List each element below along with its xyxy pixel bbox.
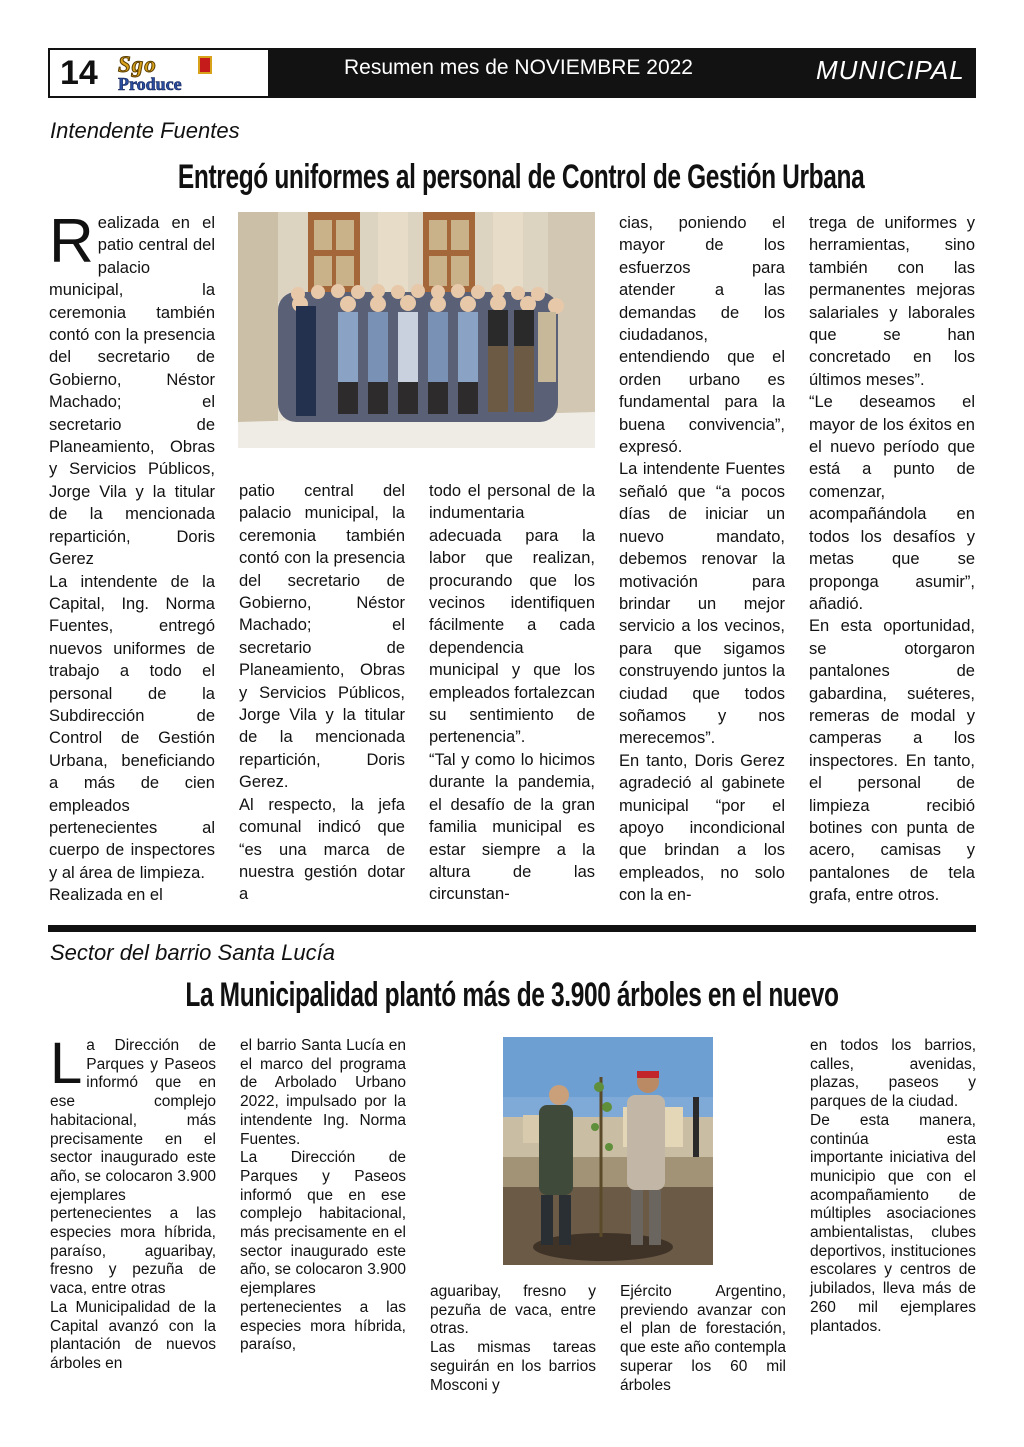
paragraph: La intendente Fuentes señaló que “a pocos días de iniciar un nuevo mandato, debemos renovar la motivación para brindar un mejor servicio a los vecinos, para que sigamos construyendo juntos la ciudad que todos soñamos y nos merecemos”.: [619, 460, 785, 748]
section-label: MUNICIPAL: [816, 55, 965, 85]
sgo-produce-logo: [112, 52, 260, 94]
page-number: 14: [60, 54, 98, 92]
article2-column5: [810, 1037, 976, 1336]
article1-photo-group: [238, 212, 595, 448]
article1-kicker: Intendente Fuentes: [50, 118, 240, 143]
paragraph: ealizada en el patio central del palacio municipal, la ceremonia también contó con la presencia del secretario de Gobierno, Néstor Machado; el secretario de Planeamiento, Obras y Servicios Públicos, Jorge Vila y la titular de la mencionada repartición, Doris Gerez: [49, 214, 215, 569]
paragraph: a Dirección de Parques y Paseos informó que en ese complejo habitacional, más precisamente en el sector inaugurado este año, se colocaron 3.900 ejemplares pertenecientes a las especies mora híbrida, paraíso, aguaribay, fresno y pezuña de vaca, entre otras: [50, 1037, 216, 1298]
paragraph: patio central del palacio municipal, la ceremonia también contó con la presencia del secretario de Gobierno, Néstor Machado; el secretario de Planeamiento, Obras y Servicios Públicos, Jorge Vila y la titular de la mencionada repartición, Doris Gerez.: [239, 482, 405, 792]
article1-column1: [49, 207, 215, 907]
logo-line1: Sgo: [118, 52, 157, 77]
article1-headline: Entregó uniformes al personal de Control de Gestión Urbana: [177, 158, 865, 196]
issue-title: Resumen mes de NOVIEMBRE 2022: [344, 56, 693, 79]
article2-kicker: Sector del barrio Santa Lucía: [50, 940, 335, 965]
paragraph: todo el personal de la indumentaria adecuada para la labor que realizan, procurando que los vecinos identifiquen fácilmente a cada dependencia municipal y que los empleados fortalezcan su sentimiento de pertenencia”.: [429, 482, 596, 747]
article2-headline: La Municipalidad plantó más de 3.900 árboles en el nuevo: [185, 976, 839, 1014]
logo-line2: Produce: [118, 74, 182, 94]
article2-column3: [430, 1283, 596, 1395]
article2-dropcap: L: [50, 1031, 83, 1096]
paragraph: Las mismas tareas seguirán en los barrios Mosconi y: [430, 1339, 596, 1394]
article1-dropcap: R: [49, 207, 94, 276]
paragraph: cias, poniendo el mayor de los esfuerzos para atender a las demandas de los ciudadanos, entendiendo que el orden urbano es fundamental para la buena convivencia”, expresó.: [619, 214, 785, 457]
paragraph: En tanto, Doris Gerez agradeció al gabinete municipal “por el apoyo incondicional que brindan a los empleados, no solo con la en-: [619, 751, 785, 905]
paragraph: aguaribay, fresno y pezuña de vaca, entre otras.: [430, 1283, 596, 1338]
paragraph: La Dirección de Parques y Paseos informó que en ese complejo habitacional, más precisamente en el sector inaugurado este año, se colocaron 3.900 ejemplares pertenecientes a las especies mora híbrida, paraíso,: [240, 1149, 406, 1354]
paragraph: En esta oportunidad, se otorgaron pantalones de gabardina, suéteres, remeras de modal y camperas a los inspectores. En tanto, el personal de limpieza recibió botines con punta de acero, camisas y pantalones de tela grafa, entre otros.: [809, 617, 975, 905]
paragraph: el barrio Santa Lucía en el marco del programa de Arbolado Urbano 2022, impulsado por la intendente Ing. Norma Fuentes.: [240, 1037, 406, 1148]
paragraph: trega de uniformes y herramientas, sino también con las permanentes mejoras salariales y laborales que se han concretado en los últimos meses”.: [809, 214, 975, 389]
paragraph: “Tal y como lo hicimos durante la pandemia, el desafío de la gran familia municipal es estar siempre a la altura de las circunstan-: [429, 750, 595, 904]
paragraph: Al respecto, la jefa comunal indicó que “es una marca de nuestra gestión dotar a: [239, 795, 405, 904]
article2-column1: [50, 1031, 216, 1374]
group-photo-image: [238, 212, 595, 448]
article1-column3: [429, 480, 595, 906]
paragraph: Realizada en el: [49, 886, 163, 905]
article2-photo-tree-planting: [503, 1037, 713, 1265]
paragraph: “Le deseamos el mayor de los éxitos en el nuevo período que está a punto de comenzar, acompañándola en todos los desafíos y metas que se proponga asumir”, añadió.: [809, 393, 975, 613]
paragraph: en todos los barrios, calles, avenidas, plazas, paseos y parques de la ciudad.: [810, 1037, 976, 1111]
article2-column4: [620, 1283, 786, 1395]
logo-mark-icon: [198, 56, 212, 74]
section-divider: [48, 925, 976, 932]
paragraph: Ejército Argentino, previendo avanzar con el plan de forestación, que este año contempla superar los 60 mil árboles: [620, 1283, 786, 1394]
article1-column2: [239, 480, 405, 906]
article1-column5: [809, 212, 975, 907]
tree-planting-image: [503, 1037, 713, 1265]
article1-column4: [619, 212, 785, 907]
paragraph: La Municipalidad de la Capital avanzó con la plantación de nuevos árboles en: [50, 1298, 216, 1372]
paragraph: La intendente de la Capital, Ing. Norma Fuentes, entregó nuevos uniformes de trabajo a todo el personal de la Subdirección de Control de Gestión Urbana, beneficiando a más de cien empleados pertenecientes al cuerpo de inspectores y al área de limpieza.: [49, 572, 215, 882]
paragraph: De esta manera, continúa esta importante iniciativa del municipio que con el acompañamiento de múltiples asociaciones ambientalistas, clubes deportivos, instituciones escolares y centros de jubilados, lleva más de 260 mil ejemplares plantados.: [810, 1111, 976, 1335]
article2-column2: [240, 1037, 406, 1355]
